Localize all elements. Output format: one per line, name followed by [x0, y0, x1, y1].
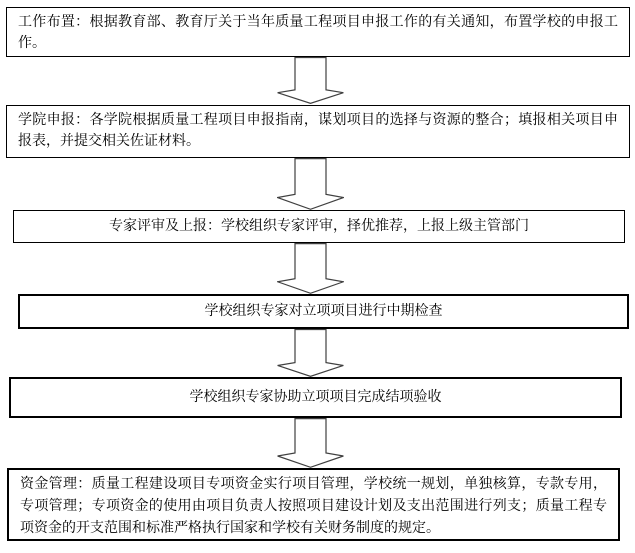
flow-box-text: 学校组织专家协助立项项目完成结项验收 [189, 389, 442, 405]
flow-box-work-assignment [6, 7, 630, 57]
flow-box-expert-review [13, 210, 625, 243]
flow-box-text: 资金管理：质量工程建设项目专项资金实行项目管理，学校统一规划，单独核算，专款专用，专项管理；专项资金的使用由项目负责人按照项目建设计划及支出范围进行列支；质量工程专项资金的开支范围和标准严格执行国家和学校有关财务制度的规定。 [20, 476, 607, 536]
flow-box-text: 学校组织专家对立项项目进行中期检查 [204, 303, 443, 319]
flow-box-text: 工作布置：根据教育部、教育厅关于当年质量工程项目申报工作的有关通知，布置学校的申报工作。 [18, 14, 618, 51]
flow-box-text: 学院申报：各学院根据质量工程项目申报指南，谋划项目的选择与资源的整合；填报相关项目申报表，并提交相关佐证材料。 [18, 112, 618, 149]
down-arrow-icon [277, 329, 344, 377]
down-arrow-icon [277, 418, 344, 468]
down-arrow-icon [277, 57, 344, 104]
flow-box-final-acceptance [9, 377, 622, 418]
flow-box-college-application [6, 105, 630, 158]
down-arrow-icon [277, 243, 344, 294]
flow-box-midterm-check [18, 294, 629, 329]
down-arrow-icon [277, 158, 344, 210]
flow-box-fund-management [7, 468, 620, 541]
flow-box-text: 专家评审及上报：学校组织专家评审，择优推荐，上报上级主管部门 [109, 218, 529, 234]
